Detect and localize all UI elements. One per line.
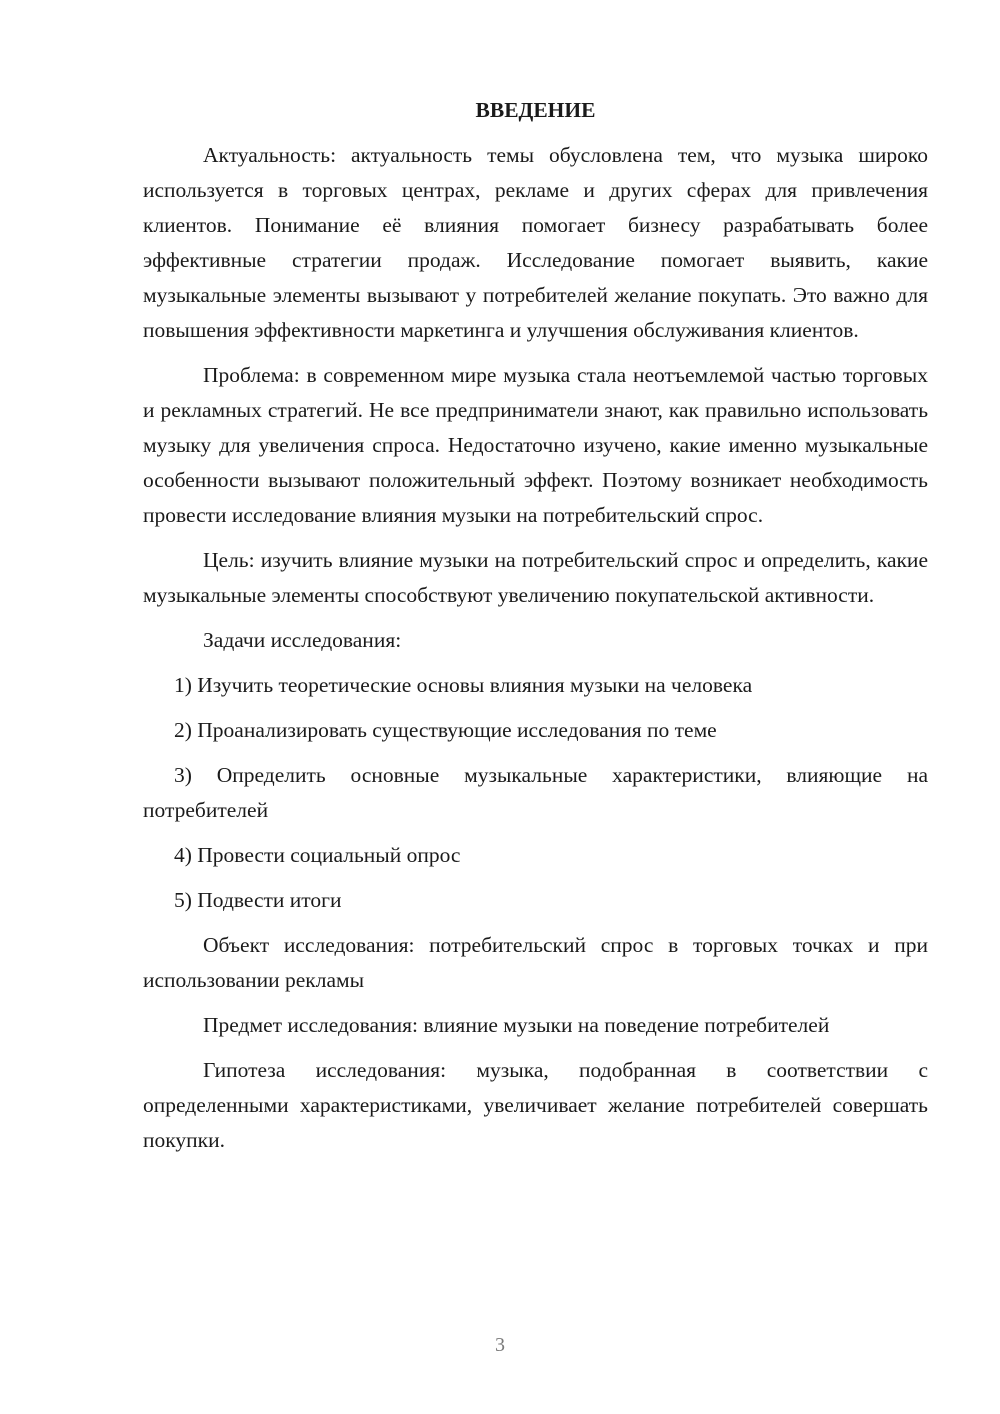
paragraph-goal: Цель: изучить влияние музыки на потребительский спрос и определить, какие музыкальные элементы способствуют увеличению покупательской активности.: [143, 548, 928, 607]
paragraph-problem: Проблема: в современном мире музыка стала неотъемлемой частью торговых и рекламных стратегий. Не все предприниматели знают, как правильно использовать музыку для увеличения спроса. Недостаточно изучено, какие именно музыкальные особенности вызывают положительный эффект. Поэтому возникает необходимость провести исследование влияния музыки на потребительский спрос.: [143, 363, 928, 527]
page-number: 3: [495, 1334, 505, 1356]
task-item-5: 5) Подвести итоги: [174, 888, 342, 912]
page-content: [143, 93, 928, 1168]
task-item-3: 3) Определить основные музыкальные характеристики, влияющие на потребителей: [143, 763, 928, 822]
paragraph-relevance: Актуальность: актуальность темы обусловлена тем, что музыка широко используется в торговых центрах, рекламе и других сферах для привлечения клиентов. Понимание её влияния помогает бизнесу разрабатывать более эффективные стратегии продаж. Исследование помогает выявить, какие музыкальные элементы вызывают у потребителей желание покупать. Это важно для повышения эффективности маркетинга и улучшения обслуживания клиентов.: [143, 143, 928, 342]
paragraph-subject: Предмет исследования: влияние музыки на поведение потребителей: [203, 1013, 830, 1037]
paragraph-object: Объект исследования: потребительский спрос в торговых точках и при использовании рекламы: [143, 933, 928, 992]
section-title: ВВЕДЕНИЕ: [475, 98, 596, 122]
tasks-heading: Задачи исследования:: [203, 628, 402, 652]
task-item-1: 1) Изучить теоретические основы влияния музыки на человека: [174, 673, 753, 697]
task-item-2: 2) Проанализировать существующие исследования по теме: [174, 718, 717, 742]
paragraph-hypothesis: Гипотеза исследования: музыка, подобранная в соответствии с определенными характеристиками, увеличивает желание потребителей совершать покупки.: [143, 1058, 928, 1152]
task-item-4: 4) Провести социальный опрос: [174, 843, 461, 867]
